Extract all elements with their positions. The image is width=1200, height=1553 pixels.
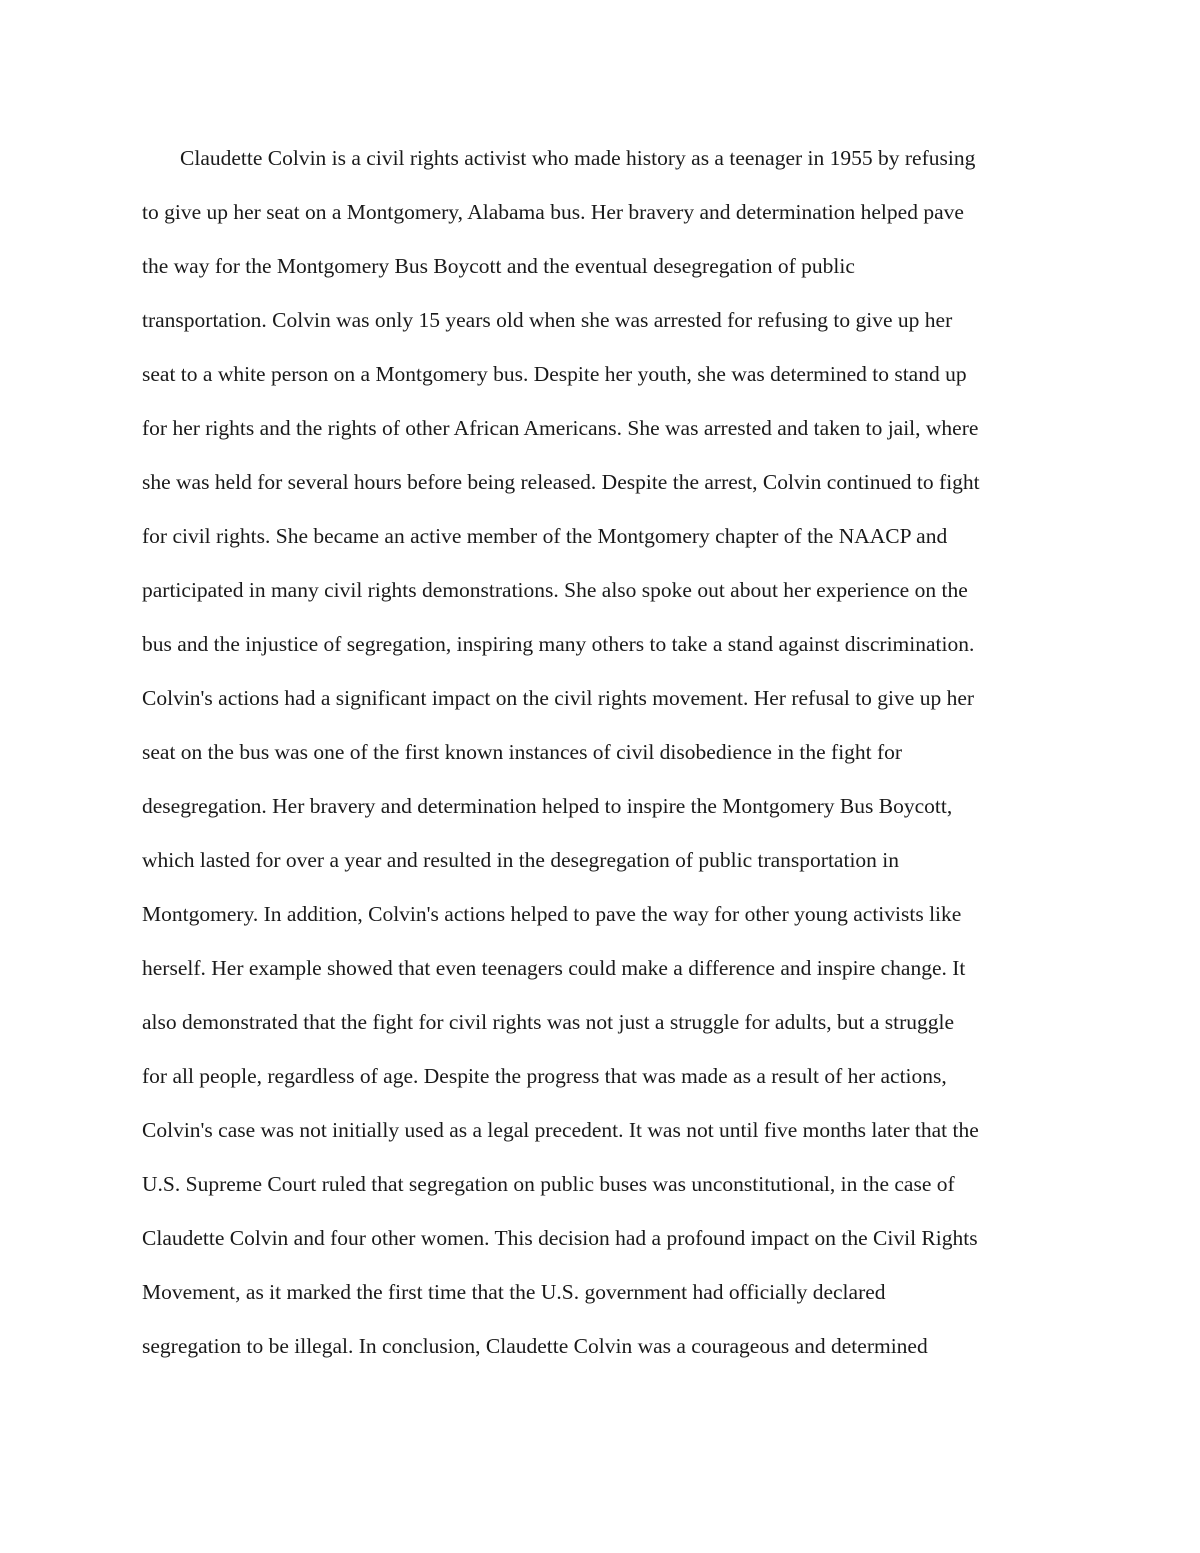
paragraph-line: bus and the injustice of segregation, inspiring many others to take a stand against discrimination. [142,632,975,656]
paragraph-line: Claudette Colvin is a civil rights activist who made history as a teenager in 1955 by refusing [180,146,976,170]
essay-paragraph [142,131,1072,1373]
paragraph-line: seat on the bus was one of the first known instances of civil disobedience in the fight for [142,740,903,764]
paragraph-line: herself. Her example showed that even teenagers could make a difference and inspire change. It [142,956,966,980]
paragraph-line: the way for the Montgomery Bus Boycott and the eventual desegregation of public [142,254,855,278]
paragraph-line: for all people, regardless of age. Despite the progress that was made as a result of her actions, [142,1064,947,1088]
paragraph-line: for her rights and the rights of other African Americans. She was arrested and taken to jail, where [142,416,979,440]
paragraph-line: seat to a white person on a Montgomery bus. Despite her youth, she was determined to stand up [142,362,967,386]
paragraph-line: Colvin's case was not initially used as a legal precedent. It was not until five months later that the [142,1118,979,1142]
paragraph-line: Claudette Colvin and four other women. This decision had a profound impact on the Civil Rights [142,1226,978,1250]
paragraph-line: Montgomery. In addition, Colvin's actions helped to pave the way for other young activists like [142,902,962,926]
paragraph-line: Colvin's actions had a significant impact on the civil rights movement. Her refusal to give up her [142,686,975,710]
paragraph-line: to give up her seat on a Montgomery, Alabama bus. Her bravery and determination helped pave [142,200,964,224]
paragraph-line: transportation. Colvin was only 15 years old when she was arrested for refusing to give up her [142,308,953,332]
paragraph-line: participated in many civil rights demonstrations. She also spoke out about her experience on the [142,578,968,602]
paragraph-line: desegregation. Her bravery and determination helped to inspire the Montgomery Bus Boycott, [142,794,953,818]
paragraph-line: U.S. Supreme Court ruled that segregation on public buses was unconstitutional, in the case of [142,1172,955,1196]
paragraph-line: segregation to be illegal. In conclusion, Claudette Colvin was a courageous and determined [142,1334,928,1358]
paragraph-line: Movement, as it marked the first time that the U.S. government had officially declared [142,1280,886,1304]
paragraph-line: she was held for several hours before being released. Despite the arrest, Colvin continued to fight [142,470,980,494]
paragraph-line: for civil rights. She became an active member of the Montgomery chapter of the NAACP and [142,524,948,548]
paragraph-line: also demonstrated that the fight for civil rights was not just a struggle for adults, but a struggle [142,1010,955,1034]
paragraph-line: which lasted for over a year and resulted in the desegregation of public transportation in [142,848,900,872]
